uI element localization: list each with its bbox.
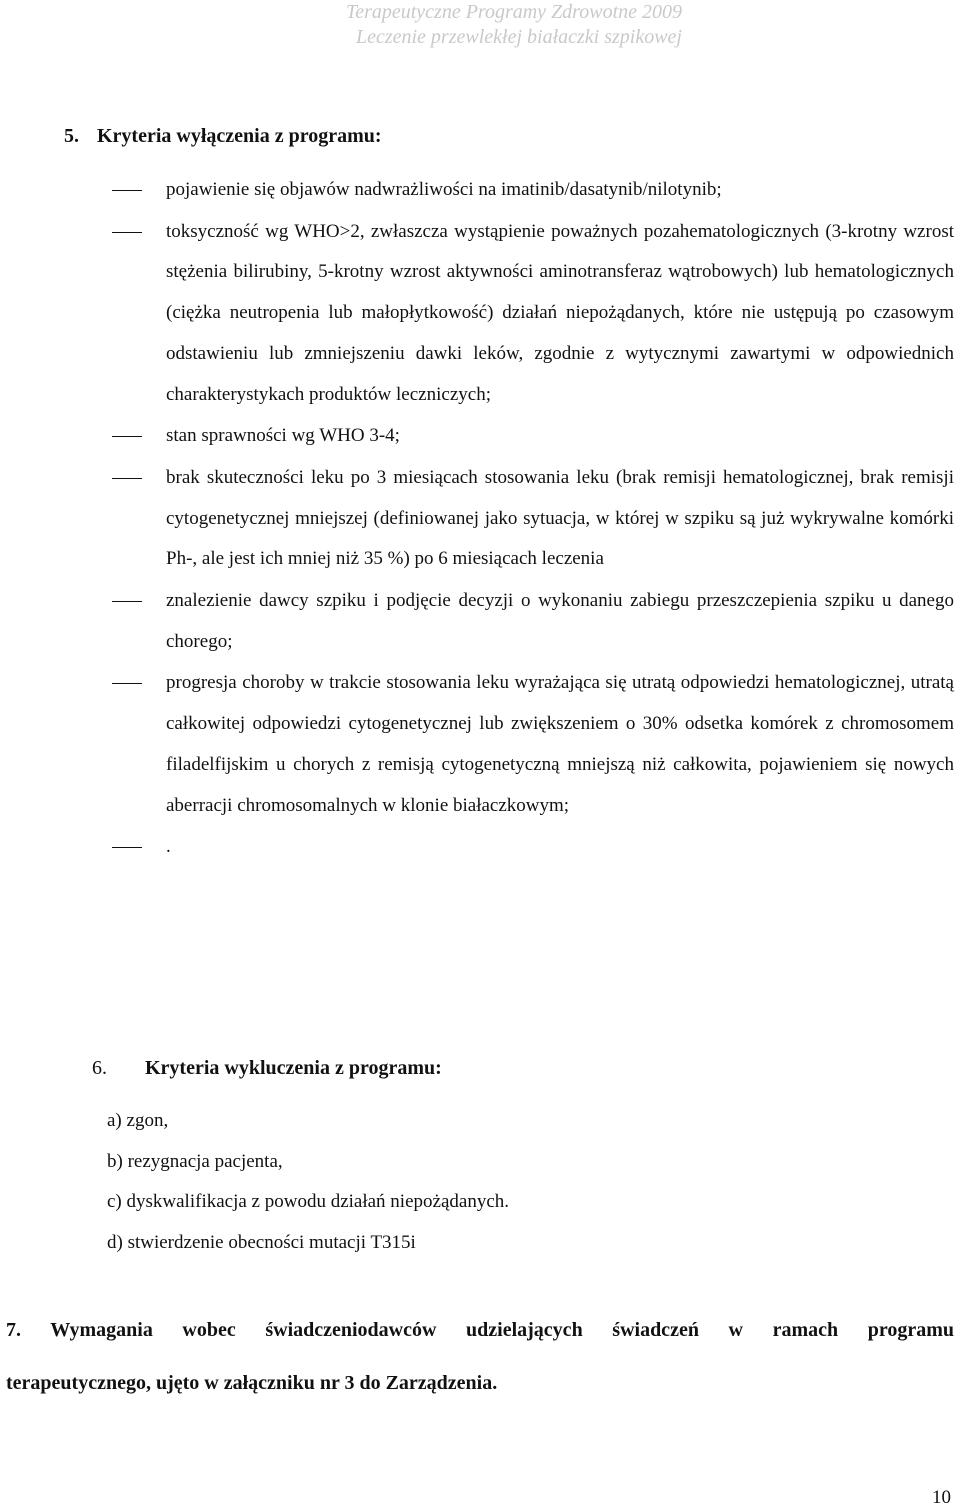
list-item: . xyxy=(112,827,954,868)
header-program-subtitle: Leczenie przewlekłej białaczki szpikowej xyxy=(355,26,682,48)
list-item: toksyczność wg WHO>2, zwłaszcza wystąpienie poważnych pozahematologicznych (3-krotny wzrost stężenia bilirubiny, 5-krotny wzrost aktywności aminotransferaz wątrobowych) lub hematologicznych (ciężka neutropenia lub małopłytkowość) działań niepożądanych, które nie ustępują po czasowym odstawieniu lub zmniejszeniu dawki leków, zgodnie z wytycznymi zawartymi w odpowiednich charakterystykach produktów leczniczych; xyxy=(112,212,954,416)
section-5-number: 5. xyxy=(64,125,79,147)
section-7-line-1: 7. Wymagania wobec świadczeniodawców udzielających świadczeń w ramach programu xyxy=(6,1319,954,1341)
list-item: progresja choroby w trakcie stosowania leku wyrażająca się utratą odpowiedzi hematologicznej, utratą całkowitej odpowiedzi cytogenetycznej lub zwiększeniem o 30% odsetka komórek z chromosomem filadelfijskim u chorych z remisją cytogenetyczną mniejszą niż całkowita, pojawieniem się nowych aberracji chromosomalnych w klonie białaczkowym; xyxy=(112,663,954,826)
section-7-line-2: terapeutycznego, ujęto w załączniku nr 3 do Zarządzenia. xyxy=(6,1372,498,1394)
removal-criteria-list xyxy=(107,1101,509,1263)
section-5-heading xyxy=(64,124,382,148)
dash-bullet-icon xyxy=(112,601,142,602)
page-number: 10 xyxy=(932,1487,951,1508)
section-6-number: 6. xyxy=(92,1057,107,1079)
list-item: a) zgon, xyxy=(107,1110,169,1131)
dash-bullet-icon xyxy=(112,436,142,437)
header-program-title: Terapeutyczne Programy Zdrowotne 2009 xyxy=(345,1,682,23)
section-7-paragraph xyxy=(6,1304,954,1410)
list-item: c) dyskwalifikacja z powodu działań niepożądanych. xyxy=(107,1191,510,1212)
dash-bullet-icon xyxy=(112,683,142,684)
exclusion-criteria-list xyxy=(112,170,954,868)
dash-bullet-icon xyxy=(112,478,142,479)
section-6-heading xyxy=(92,1056,442,1080)
list-item: d) stwierdzenie obecności mutacji T315i xyxy=(107,1231,416,1253)
list-item: brak skuteczności leku po 3 miesiącach stosowania leku (brak remisji hematologicznej, brak remisji cytogenetycznej mniejszej (definiowanej jako sytuacja, w której w szpiku są już wykrywalne komórki Ph-, ale jest ich mniej niż 35 %) po 6 miesiącach leczenia xyxy=(112,458,954,580)
dash-bullet-icon xyxy=(112,847,142,848)
list-item: b) rezygnacja pacjenta, xyxy=(107,1150,283,1172)
list-item: stan sprawności wg WHO 3-4; xyxy=(112,416,954,457)
dash-bullet-icon xyxy=(112,190,142,191)
section-6-title: Kryteria wykluczenia z programu: xyxy=(145,1057,442,1079)
list-item: pojawienie się objawów nadwrażliwości na imatinib/dasatynib/nilotynib; xyxy=(112,170,954,211)
section-5-title: Kryteria wyłączenia z programu: xyxy=(97,125,382,147)
list-item: znalezienie dawcy szpiku i podjęcie decyzji o wykonaniu zabiegu przeszczepienia szpiku u danego chorego; xyxy=(112,581,954,662)
dash-bullet-icon xyxy=(112,232,142,233)
page-header xyxy=(262,0,682,50)
